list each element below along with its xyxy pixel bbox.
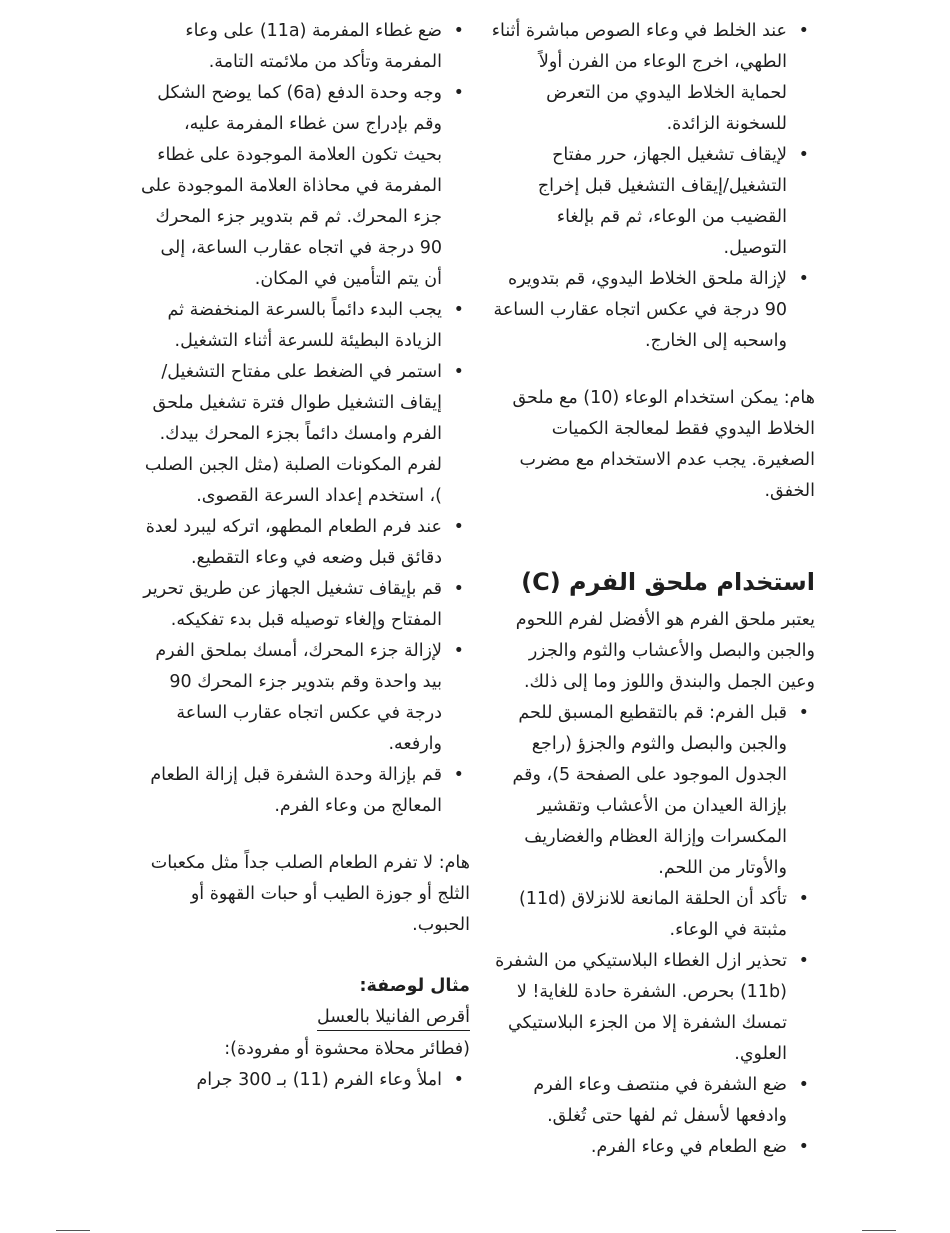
right-bullets-bottom (490, 698, 815, 1163)
list-item: • قم بإزالة وحدة الشفرة قبل إزالة الطعام المعالج من وعاء الفرم. (140, 760, 470, 822)
list-item: • املأ وعاء الفرم (11) بـ 300 جرام (140, 1065, 470, 1096)
section-intro: يعتبر ملحق الفرم هو الأفضل لفرم اللحوم والجبن والبصل والأعشاب والثوم والجزر وعين الجمل والبندق واللوز وما إلى ذلك. (515, 610, 815, 692)
list-item: • قبل الفرم: قم بالتقطيع المسبق للحم والجبن والبصل والثوم والجزؤ (راجع الجدول الموجود على الصفحة 5)، وقم بإزالة العيدان من الأعشاب وتقشير المكسرات وإزالة العظام والغضاريف والأوتار من اللحم. (490, 698, 815, 884)
list-item: • تحذير ازل الغطاء البلاستيكي من الشفرة (11b) بحرص. الشفرة حادة للغاية! لا تمسك الشفرة إلا من الجزء البلاستيكي العلوي. (490, 946, 815, 1070)
left-bullets (140, 16, 470, 822)
list-item: • قم بإيقاف تشغيل الجهاز عن طريق تحرير المفتاح وإلغاء توصيله قبل بدء تفكيكه. (140, 574, 470, 636)
list-item: • ضع الطعام في وعاء الفرم. (490, 1132, 815, 1163)
list-item: • ضع غطاء المفرمة (11a) على وعاء المفرمة وتأكد من ملائمته التامة. (140, 16, 470, 78)
important-note-chopper: هام: لا تفرم الطعام الصلب جداً مثل مكعبات الثلج أو جوزة الطيب أو حبات القهوة أو الحبوب. (150, 853, 470, 935)
recipe-title: مثال لوصفة: (359, 976, 470, 996)
page-edge-mark-right (862, 1230, 896, 1231)
recipe-subtitle: (فطائر محلاة محشوة أو مفرودة): (224, 1039, 470, 1059)
section-heading: استخدام ملحق الفرم (C) (521, 568, 815, 596)
recipe-bullets (140, 1065, 470, 1096)
recipe-name: أقرص الفانيلا بالعسل (317, 1004, 470, 1031)
right-bullets-top (490, 16, 815, 357)
list-item: • يجب البدء دائماً بالسرعة المنخفضة ثم الزيادة البطيئة للسرعة أثناء التشغيل. (140, 295, 470, 357)
list-item: • استمر في الضغط على مفتاح التشغيل/إيقاف التشغيل طوال فترة تشغيل ملحق الفرم وامسك دائماً بجزء المحرك بيدك. لفرم المكونات الصلبة (مثل الجبن الصلب )، استخدم إعداد السرعة القصوى. (140, 357, 470, 512)
page-edge-mark-left (56, 1230, 90, 1231)
right-column (490, 16, 815, 1163)
list-item: • لإزالة ملحق الخلاط اليدوي، قم بتدويره 90 درجة في عكس اتجاه عقارب الساعة واسحبه إلى الخارج. (490, 264, 815, 357)
recipe-name-wrap (140, 1002, 470, 1034)
important-note-blender: هام: يمكن استخدام الوعاء (10) مع ملحق الخلاط اليدوي فقط لمعالجة الكميات الصغيرة. يجب عدم الاستخدام مع مضرب الخفق. (512, 388, 815, 501)
list-item: • عند الخلط في وعاء الصوص مباشرة أثناء الطهي، اخرج الوعاء من الفرن أولاً لحماية الخلاط اليدوي من التعرض للسخونة الزائدة. (490, 16, 815, 140)
list-item: • ضع الشفرة في منتصف وعاء الفرم وادفعها لأسفل ثم لفها حتى تُغلق. (490, 1070, 815, 1132)
list-item: • لإزالة جزء المحرك، أمسك بملحق الفرم بيد واحدة وقم بتدوير جزء المحرك 90 درجة في عكس اتجاه عقارب الساعة وارفعه. (140, 636, 470, 760)
list-item: • عند فرم الطعام المطهو، اتركه ليبرد لعدة دقائق قبل وضعه في وعاء التقطيع. (140, 512, 470, 574)
list-item: • تأكد أن الحلقة المانعة للانزلاق (11d) مثبتة في الوعاء. (490, 884, 815, 946)
left-column (140, 16, 470, 1096)
list-item: • وجه وحدة الدفع (6a) كما يوضح الشكل وقم بإدراج سن غطاء المفرمة عليه، بحيث تكون العلامة الموجودة على غطاء المفرمة في محاذاة العلامة الموجودة على جزء المحرك. ثم قم بتدوير جزء المحرك 90 درجة في اتجاه عقارب الساعة، إلى أن يتم التأمين في المكان. (140, 78, 470, 295)
list-item: • لإيقاف تشغيل الجهاز، حرر مفتاح التشغيل/إيقاف التشغيل قبل إخراج القضيب من الوعاء، ثم قم بإلغاء التوصيل. (490, 140, 815, 264)
